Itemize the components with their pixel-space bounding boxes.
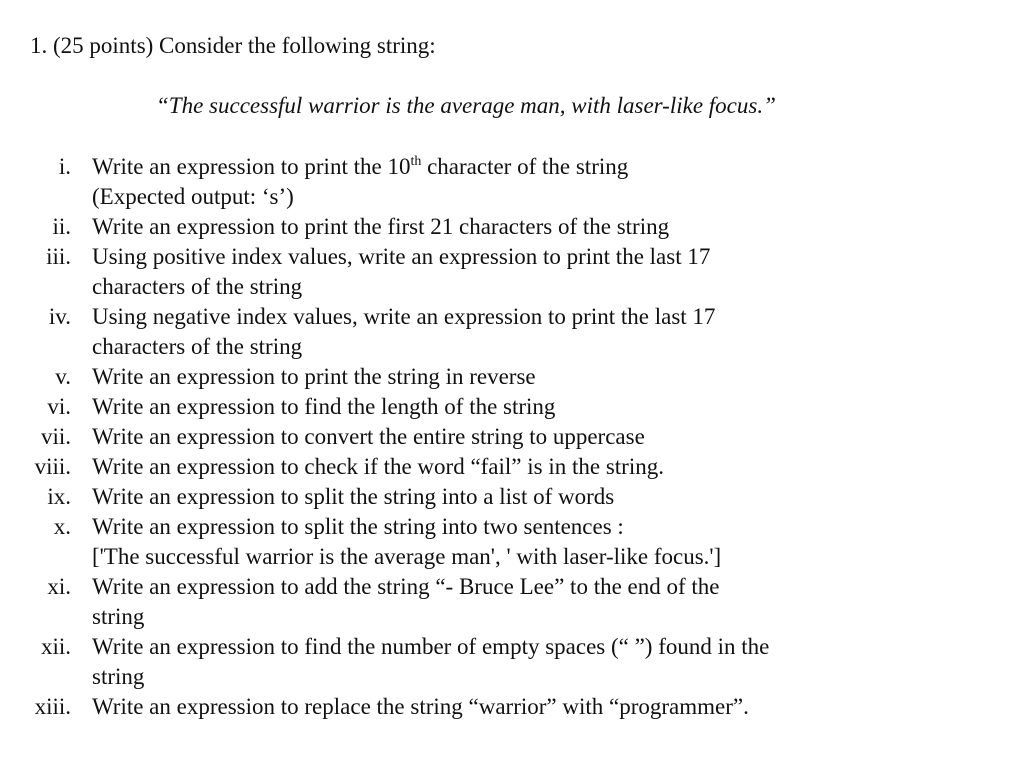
item-line: Write an expression to find the length of the string [92, 394, 556, 419]
list-item [0, 482, 1024, 512]
item-number: xii. [40, 634, 71, 659]
list-item [0, 692, 1024, 722]
item-text [92, 152, 882, 212]
item-line: ['The successful warrior is the average man', ' with laser-like focus.'] [92, 544, 722, 569]
item-text [92, 422, 882, 452]
item-line: Write an expression to split the string into two sentences : [92, 514, 624, 539]
item-line: Write an expression to find the number of empty spaces (“ ”) found in the [92, 634, 770, 659]
item-line: characters of the string [92, 334, 303, 359]
item-text-part: character of the string [421, 154, 629, 179]
item-text [92, 212, 882, 242]
list-item [0, 212, 1024, 242]
item-text [92, 452, 882, 482]
item-number: xiii. [34, 694, 71, 719]
item-number: vii. [40, 424, 71, 449]
item-line: Write an expression to convert the entire string to uppercase [92, 424, 645, 449]
item-line: (Expected output: ‘s’) [92, 184, 294, 209]
list-item [0, 242, 1024, 302]
question-list [0, 152, 1024, 722]
list-item [0, 302, 1024, 362]
item-line [92, 152, 882, 182]
item-text [92, 242, 882, 302]
item-number: xi. [47, 574, 71, 599]
list-item [0, 422, 1024, 452]
item-number: v. [55, 364, 71, 389]
ordinal-superscript: th [410, 154, 422, 169]
item-text [92, 512, 882, 572]
list-item [0, 512, 1024, 572]
item-line: string [92, 664, 145, 689]
item-line: Write an expression to print the string in reverse [92, 364, 536, 389]
list-item [0, 392, 1024, 422]
item-line: characters of the string [92, 274, 303, 299]
item-number: x. [53, 514, 71, 539]
list-item [0, 572, 1024, 632]
item-number: ix. [47, 484, 71, 509]
item-line: string [92, 604, 145, 629]
item-number: i. [58, 154, 71, 179]
item-text [92, 632, 882, 692]
item-line: Write an expression to replace the string “warrior” with “programmer”. [92, 694, 749, 719]
item-number: viii. [34, 454, 71, 479]
item-line: Write an expression to split the string into a list of words [92, 484, 615, 509]
question-heading: 1. (25 points) Consider the following string: [30, 33, 436, 58]
item-text [92, 362, 882, 392]
item-text [92, 392, 882, 422]
item-text [92, 302, 882, 362]
list-item [0, 152, 1024, 212]
item-number: iii. [46, 244, 71, 269]
item-number: vi. [47, 394, 71, 419]
quoted-string: “The successful warrior is the average man, with laser-like focus.” [156, 93, 776, 118]
item-line: Using positive index values, write an expression to print the last 17 [92, 244, 711, 269]
item-line: Write an expression to print the first 21 characters of the string [92, 214, 670, 239]
item-line: Write an expression to check if the word “fail” is in the string. [92, 454, 664, 479]
item-line: Write an expression to add the string “- Bruce Lee” to the end of the [92, 574, 720, 599]
item-text-part: Write an expression to print the 10 [92, 154, 411, 179]
list-item [0, 632, 1024, 692]
item-text [92, 692, 882, 722]
item-text [92, 482, 882, 512]
item-line: Using negative index values, write an expression to print the last 17 [92, 304, 716, 329]
item-text [92, 572, 882, 632]
item-number: iv. [48, 304, 71, 329]
list-item [0, 362, 1024, 392]
item-number: ii. [52, 214, 71, 239]
list-item [0, 452, 1024, 482]
